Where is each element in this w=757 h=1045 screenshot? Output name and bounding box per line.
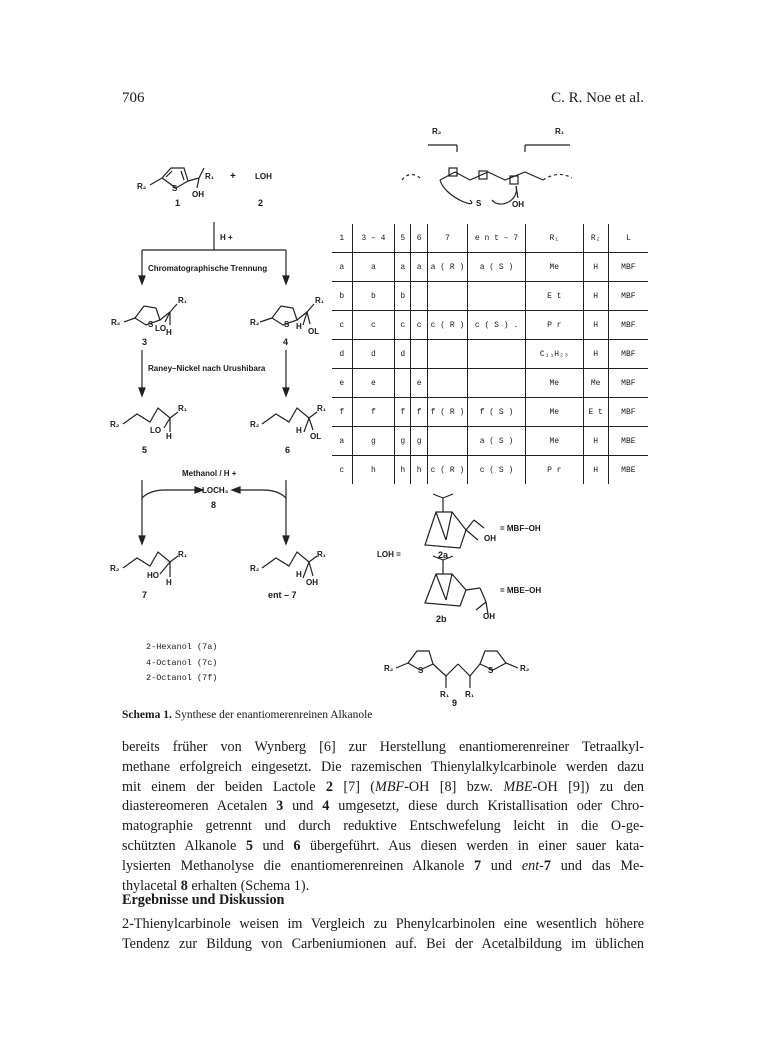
table-cell: 1 — [332, 224, 352, 253]
paragraph-1-segment: MBE — [503, 778, 533, 795]
table-cell — [468, 369, 526, 398]
product-name-7f: 2-Octanol (7f) — [146, 673, 218, 683]
acetal3-h-label: H — [166, 328, 172, 337]
table-cell: e n t – 7 — [468, 224, 526, 253]
table-row — [332, 427, 648, 456]
compound-number-9: 9 — [452, 698, 458, 708]
table-cell: H — [583, 427, 608, 456]
table-cell: f — [395, 398, 411, 427]
table-cell: g — [352, 427, 394, 456]
table-cell: b — [352, 282, 394, 311]
dimer-s-right-label: S — [488, 666, 494, 675]
lactol-2a-oh-label: OH — [484, 534, 496, 543]
table-row — [332, 253, 648, 282]
table-cell: Me — [525, 253, 583, 282]
mbe-oh-label: = MBE–OH — [500, 586, 542, 595]
table-cell: H — [583, 253, 608, 282]
table-cell: Me — [525, 398, 583, 427]
mbf-oh-label: = MBF–OH — [500, 524, 541, 533]
loch3-label: LOCH₃ — [202, 486, 229, 495]
chain5-lo-label: LO — [150, 426, 162, 435]
table-cell: E t — [525, 282, 583, 311]
table-cell: Me — [583, 369, 608, 398]
table-cell: H — [583, 340, 608, 369]
compound-number-1: 1 — [175, 198, 181, 208]
paragraph-1-segment: matographie getrennt und durch reduktive Entschwefelung leicht in die O-ge- — [122, 818, 644, 835]
table-row — [332, 398, 648, 427]
compound-number-3: 3 — [142, 337, 148, 347]
compound-number-8: 8 — [211, 500, 217, 510]
table-cell: c ( R ) — [427, 311, 467, 340]
product7-r2-label: R₂ — [110, 564, 120, 573]
chain5-r2-label: R₂ — [110, 420, 120, 429]
chain6-h-label: H — [296, 426, 302, 435]
table-cell: P r — [525, 456, 583, 485]
table-row — [332, 311, 648, 340]
paragraph-1-segment: MBF — [375, 778, 405, 795]
table-cell: c ( S ) . — [468, 311, 526, 340]
paragraph-1-line — [122, 758, 644, 778]
table-cell: h — [411, 456, 427, 485]
paragraph-1-segment: erhalten (Schema 1). — [187, 877, 310, 894]
paragraph-1-segment: thylacetal — [122, 877, 181, 894]
table-cell: f — [332, 398, 352, 427]
table-cell: e — [352, 369, 394, 398]
table-cell: c — [339, 465, 345, 475]
table-cell: MBF — [608, 282, 648, 311]
table-cell: H — [583, 456, 608, 485]
table-cell: g — [395, 427, 411, 456]
table-row — [332, 340, 648, 369]
table-header-row — [332, 224, 648, 253]
table-cell: c ( R ) — [427, 456, 467, 485]
chain-oh-label: OH — [512, 200, 524, 209]
table-cell: MBF — [608, 311, 648, 340]
acetal4-h-label: H — [296, 322, 302, 331]
scheme-caption — [122, 709, 372, 721]
table-cell: MBF — [608, 369, 648, 398]
paragraph-1-segment: ent — [521, 857, 540, 874]
ent7-r1-label: R₁ — [317, 550, 327, 559]
acetal4-r2-label: R₂ — [250, 318, 260, 327]
caption-label: Schema 1. — [122, 709, 172, 721]
paragraph-1-line — [122, 797, 644, 817]
ent7-r2-label: R₂ — [250, 564, 260, 573]
paragraph-1-line — [122, 778, 644, 798]
table-cell: h — [352, 456, 394, 485]
table-cell: Me — [525, 369, 583, 398]
table-cell: a ( R ) — [427, 253, 467, 282]
chain6-r1-label: R₁ — [317, 404, 327, 413]
table-cell: MBF — [608, 398, 648, 427]
compound-number-2: 2 — [258, 198, 264, 208]
product7-h-label: H — [166, 578, 172, 587]
paragraph-1-line — [122, 817, 644, 837]
table-cell: R₂ — [583, 224, 608, 253]
chain5-h-label: H — [166, 432, 172, 441]
paragraph-1-segment: 5 — [245, 837, 253, 854]
paragraph-1-segment: lysierten Methanolyse die enantiomerenreinen Alkanole — [122, 857, 474, 874]
acetal3-r1-label: R₁ — [178, 296, 188, 305]
table-cell: c — [352, 311, 394, 340]
compound-number-4: 4 — [283, 337, 289, 347]
chromatography-label: Chromatographische Trennung — [148, 264, 268, 273]
reactant-oh-label: OH — [192, 190, 204, 199]
chain-r2-label: R₂ — [432, 127, 442, 136]
acetal3-r2-label: R₂ — [111, 318, 121, 327]
paragraph-1-segment: -OH [8] bzw. — [404, 778, 504, 795]
table-cell — [411, 282, 427, 311]
table-cell: d — [352, 340, 394, 369]
table-cell: f — [411, 398, 427, 427]
table-row — [332, 456, 648, 485]
table-cell: a — [411, 253, 427, 282]
compound-number-7: 7 — [142, 590, 148, 600]
compound-number-6: 6 — [285, 445, 291, 455]
reactant-r1-label: R₁ — [205, 172, 215, 181]
product7-ho-label: HO — [147, 571, 159, 580]
chain5-r1-label: R₁ — [178, 404, 188, 413]
paragraph-1-segment: diastereomeren Acetalen — [122, 798, 277, 815]
table-cell: H — [583, 282, 608, 311]
paragraph-1-line — [122, 857, 644, 877]
paragraph-1-segment: - — [539, 857, 544, 874]
paragraph-1-segment: und — [481, 857, 522, 874]
paragraph-1-segment: schützten Alkanole — [122, 837, 246, 854]
table-cell: a — [332, 253, 352, 282]
table-cell — [427, 369, 467, 398]
acid-catalyst-label: H + — [220, 233, 233, 242]
table-row — [332, 369, 648, 398]
acetal3-s-label: S — [148, 320, 154, 329]
table-cell — [468, 340, 526, 369]
acetal4-r1-label: R₁ — [315, 296, 325, 305]
paragraph-1-segment: -OH [9]) zu den — [532, 778, 644, 795]
paragraph-1-segment: 2 — [325, 778, 334, 795]
product7-r1-label: R₁ — [178, 550, 188, 559]
table-cell: e — [332, 369, 352, 398]
reactant-r2-label: R₂ — [137, 182, 147, 191]
product-name-list — [146, 640, 217, 687]
table-cell: b — [332, 282, 352, 311]
lactol-2a-label: 2a — [438, 550, 449, 560]
dimer-r2-right-label: R₂ — [520, 664, 530, 673]
table-cell: E t — [583, 398, 608, 427]
table-cell: c — [395, 311, 411, 340]
paragraph-1-line — [122, 837, 644, 857]
running-header-authors: C. R. Noe et al. — [551, 90, 644, 106]
table-cell: C₁₁H₂₃ — [525, 340, 583, 369]
table-cell — [468, 282, 526, 311]
paragraph-1-segment: und das Me- — [550, 857, 644, 874]
paragraph-1-line — [122, 738, 644, 758]
table-cell: g — [411, 427, 427, 456]
table-cell — [427, 427, 467, 456]
product-name-7a: 2-Hexanol (7a) — [146, 642, 218, 652]
table-cell: b — [395, 282, 411, 311]
table-cell: 5 — [395, 224, 411, 253]
paragraph-1-segment: 8 — [180, 877, 188, 894]
table-cell: a ( S ) — [468, 427, 526, 456]
table-cell: Me — [525, 427, 583, 456]
table-cell: MBF — [608, 340, 648, 369]
product-name-7c: 4-Octanol (7c) — [146, 657, 218, 668]
table-cell: c — [411, 311, 427, 340]
paragraph-1-segment: 7 — [473, 857, 482, 874]
paragraph-1-segment: übergeführt. Aus diesen werden in einer sauer kata- — [300, 837, 644, 854]
section-heading: Ergebnisse und Diskussion — [122, 892, 285, 908]
table-cell — [411, 340, 427, 369]
paragraph-1-segment: umgesetzt, diese durch Kristallisation oder Chro- — [329, 798, 644, 815]
methanol-label: Methanol / H + — [182, 469, 237, 478]
lactol-2b-label: 2b — [436, 614, 447, 624]
paragraph-2 — [122, 915, 644, 955]
paragraph-1-segment: und — [283, 798, 323, 815]
table-cell: f ( S ) — [468, 398, 526, 427]
table-cell: MBE — [608, 427, 648, 456]
chain-r1-label: R₁ — [555, 127, 565, 136]
table-cell: 6 — [411, 224, 427, 253]
table-row — [332, 282, 648, 311]
paragraph-2-line: 2-Thienylcarbinole weisen im Vergleich zu Phenylcarbinolen eine wesentlich höhere — [122, 916, 644, 932]
compound-table — [332, 224, 648, 484]
table-cell: R₁ — [525, 224, 583, 253]
table-cell: f — [352, 398, 394, 427]
dimer-r2-left-label: R₂ — [384, 664, 394, 673]
loh-label: LOH — [255, 172, 272, 181]
paragraph-1-segment: 6 — [293, 837, 301, 854]
chain6-ol-label: OL — [310, 432, 322, 441]
compound-number-5: 5 — [142, 445, 148, 455]
ent7-oh-label: OH — [306, 578, 318, 587]
paragraph-1-segment: mit einem der beiden Lactole — [122, 778, 326, 795]
table-cell: a — [395, 253, 411, 282]
table-cell: a ( S ) — [468, 253, 526, 282]
table-cell — [427, 282, 467, 311]
table-cell: a — [332, 427, 352, 456]
table-cell — [395, 369, 411, 398]
ent7-h-label: H — [296, 570, 302, 579]
lactol-2b-oh-label: OH — [483, 612, 495, 621]
table-cell: MBE — [608, 456, 648, 485]
loh-equals-label: LOH = — [377, 550, 401, 559]
raney-nickel-label: Raney–Nickel nach Urushibara — [148, 364, 266, 373]
table-cell: L — [608, 224, 648, 253]
acetal3-lo-label: LO — [155, 324, 167, 333]
paragraph-1-segment: bereits früher von Wynberg [6] zur Herstellung enantiomerenreiner Tetraalkyl- — [122, 739, 644, 755]
paragraph-1-segment: 4 — [322, 798, 330, 815]
table-cell: c — [332, 311, 352, 340]
acetal4-s-label: S — [284, 320, 290, 329]
paragraph-1-segment: und — [252, 837, 294, 854]
paragraph-1-segment: methane erfolgreich eingesetzt. Die razemischen Thienylalkylcarbinole werden dazu — [122, 758, 644, 775]
table-cell: e — [411, 369, 427, 398]
table-cell: MBF — [608, 253, 648, 282]
dimer-s-left-label: S — [418, 666, 424, 675]
chain6-r2-label: R₂ — [250, 420, 260, 429]
reactant-s-label: S — [172, 184, 178, 193]
table-cell: 7 — [427, 224, 467, 253]
compound-ent7-label: ent – 7 — [268, 590, 297, 600]
table-cell: f ( R ) — [427, 398, 467, 427]
table-cell: P r — [525, 311, 583, 340]
table-cell: a — [352, 253, 394, 282]
acetal4-ol-label: OL — [308, 327, 320, 336]
paragraph-1-segment: 3 — [276, 798, 284, 815]
table-cell: H — [583, 311, 608, 340]
paragraph-1-segment: 7 — [543, 857, 551, 874]
paragraph-1-segment: [7] ( — [333, 778, 376, 795]
paragraph-1 — [122, 738, 644, 896]
dimer-r1-right-label: R₁ — [465, 690, 475, 699]
table-cell: c ( S ) — [468, 456, 526, 485]
table-cell: d — [332, 340, 352, 369]
table-cell: d — [395, 340, 411, 369]
dimer-r1-left-label: R₁ — [440, 690, 450, 699]
paragraph-2-line: Tendenz zur Bildung von Carbeniumionen auf. Bei der Acetalbildung im üblichen — [122, 935, 644, 952]
plus-sign: + — [230, 171, 236, 182]
chain-s-label: S — [476, 199, 482, 208]
table-cell — [427, 340, 467, 369]
caption-text: Synthese der enantiomerenreinen Alkanole — [171, 709, 373, 721]
page-number: 706 — [122, 90, 145, 106]
table-cell: 3 – 4 — [352, 224, 394, 253]
table-cell: h — [395, 456, 411, 485]
